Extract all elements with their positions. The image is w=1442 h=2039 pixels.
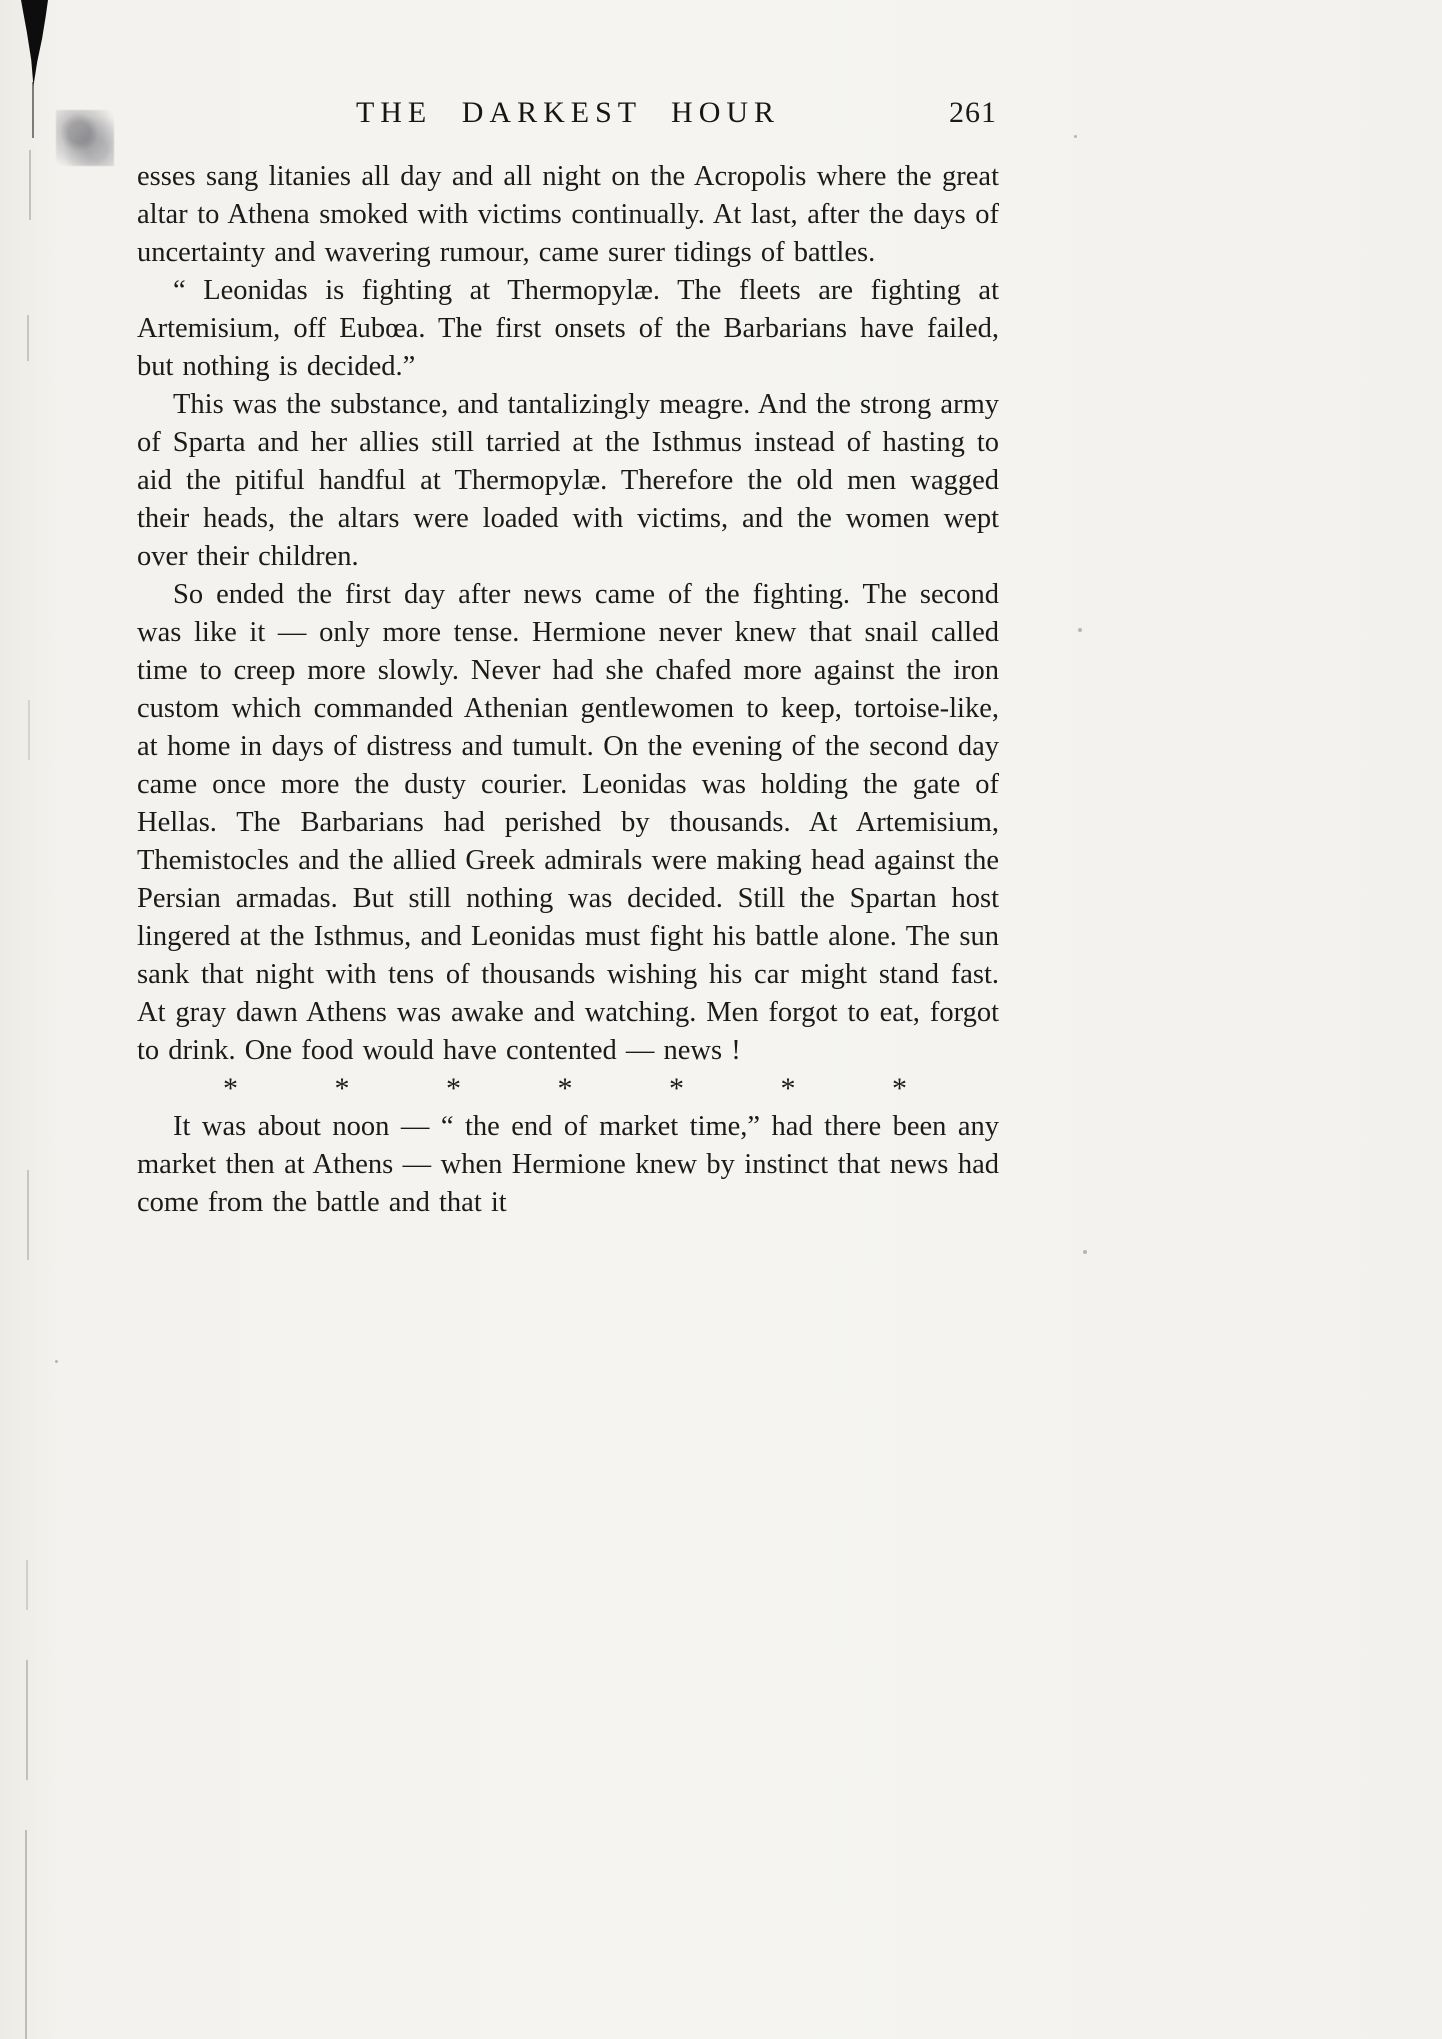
scan-artifact-corner-mark — [21, 0, 48, 86]
scan-artifact-dot — [1083, 1250, 1087, 1254]
scan-artifact-corner-tail — [32, 82, 34, 138]
scan-artifact-margin-line — [28, 700, 30, 760]
running-title: THE DARKEST HOUR — [355, 96, 781, 129]
paragraph: esses sang litanies all day and all night on the Acropolis where the great altar to Athena smoked with victims continually. At last, after the days of uncertainty and wavering rumour, came surer tidings of battles. — [137, 161, 999, 268]
paragraph: It was about noon — “ the end of market time,” had there been any market then at Athens — when Hermione knew by instinct that news had come from the battle and that it — [137, 1111, 999, 1218]
asterisk: * — [334, 1072, 350, 1105]
scan-artifact-smudge — [56, 110, 114, 166]
scan-artifact-margin-line — [29, 150, 31, 220]
scan-artifact-margin-line — [26, 1660, 28, 1780]
scan-artifact-dot — [1074, 135, 1077, 138]
scan-artifact-margin-line — [27, 315, 29, 361]
asterisk: * — [446, 1072, 461, 1105]
text-block — [137, 158, 999, 1222]
asterisk: * — [892, 1072, 907, 1105]
scan-artifact-margin-line — [25, 1830, 27, 2039]
scan-artifact-margin-line — [27, 1170, 29, 1260]
scan-artifact-dot — [1078, 628, 1082, 632]
page-header — [137, 96, 999, 136]
paragraph: So ended the first day after news came of the fighting. The second was like it — only more tense. Hermione never knew that snail called time to creep more slowly. Never had she chafed more against the iron custom which commanded Athenian gentlewomen to keep, tortoise-like, at home in days of distress and tumult. On the evening of the second day came once more the dusty courier. Leonidas was holding the gate of Hellas. The Barbarians had perished by thousands. At Artemisium, Themistocles and the allied Greek admirals were making head against the Persian armadas. But still nothing was decided. Still the Spartan host lingered at the Isthmus, and Leonidas must fight his battle alone. The sun sank that night with tens of thousands wishing his car might stand fast. At gray dawn Athens was awake and watching. Men forgot to eat, forgot to drink. One food would have contented — news ! — [137, 579, 999, 1066]
asterisk-separator — [137, 1070, 999, 1108]
page-number: 261 — [949, 96, 997, 129]
asterisk: * — [557, 1072, 573, 1105]
scan-artifact-dot — [55, 1360, 58, 1363]
asterisk: * — [223, 1072, 238, 1105]
paragraph: This was the substance, and tantalizingly meagre. And the strong army of Sparta and her allies still tarried at the Isthmus instead of hasting to aid the pitiful handful at Thermopylæ. Therefore the old men wagged their heads, the altars were loaded with victims, and the women wept over their children. — [137, 389, 999, 572]
asterisk: * — [780, 1072, 796, 1105]
asterisk: * — [669, 1072, 684, 1105]
paragraph: “ Leonidas is fighting at Thermopylæ. The fleets are fighting at Artemisium, off Eubœa. The first onsets of the Barbarians have failed, but nothing is decided.” — [137, 275, 999, 382]
scan-artifact-margin-line — [26, 1560, 28, 1610]
